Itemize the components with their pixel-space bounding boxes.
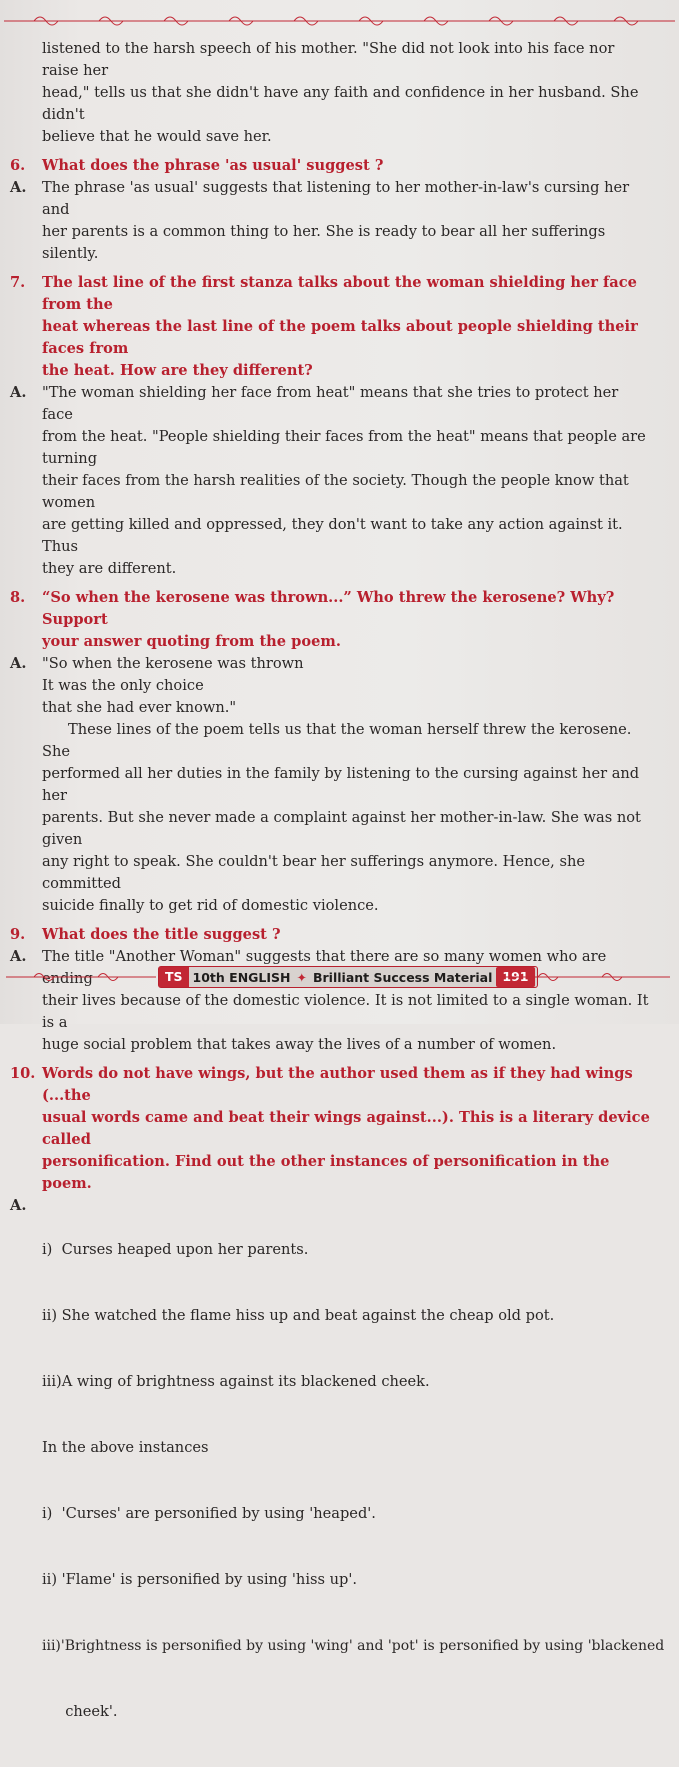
footer-right-border (498, 970, 670, 982)
question-number: 9. (10, 926, 26, 943)
text-line: head," tells us that she didn't have any faith and confidence in her husband. She didn't (42, 84, 639, 123)
question-text: What does the title suggest ? (42, 926, 281, 943)
answer-line: iii)'Brightness is personified by using 'wing' and 'pot' is personified by using 'blackened (42, 1638, 665, 1654)
answer-label: A. (10, 1197, 27, 1214)
answer-7 (10, 382, 650, 580)
answer-line: i) Curses heaped upon her parents. (42, 1241, 309, 1258)
answer-label: A. (10, 384, 27, 401)
answer-line: "The woman shielding her face from heat" means that she tries to protect her face (42, 384, 619, 423)
answer-line: from the heat. "People shielding their faces from the heat" means that people are turning (42, 428, 646, 467)
text-line: believe that he would save her. (42, 128, 272, 145)
answer-line: iii)A wing of brightness against its blackened cheek. (42, 1373, 430, 1390)
question-7 (10, 272, 650, 382)
answer-10 (10, 1195, 665, 1767)
question-line: personification. Find out the other instances of personification in the poem. (42, 1153, 610, 1192)
answer-label: A. (10, 948, 27, 965)
question-8 (10, 587, 650, 653)
question-6 (10, 155, 650, 177)
intro-paragraph (10, 38, 650, 148)
question-9 (10, 924, 650, 946)
answer-line: her parents is a common thing to her. She is ready to bear all her sufferings silently. (42, 223, 606, 262)
top-decorative-border (4, 12, 675, 26)
answer-8 (10, 653, 650, 917)
footer-left-border (6, 970, 156, 982)
question-number: 6. (10, 157, 26, 174)
book-title: Brilliant Success Material (312, 969, 493, 985)
question-text: What does the phrase 'as usual' suggest ? (42, 157, 384, 174)
answer-line: any right to speak. She couldn't bear her sufferings anymore. Hence, she committed (42, 853, 585, 892)
poem-quote-line: It was the only choice (42, 677, 204, 694)
question-10 (10, 1063, 650, 1195)
poem-quote-line: that she had ever known." (42, 699, 237, 716)
answer-line: their faces from the harsh realities of the society. Though the people know that women (42, 472, 629, 511)
page-content (10, 38, 665, 1767)
answer-line: cheek'. (42, 1703, 118, 1720)
poem-quote-line: "So when the kerosene was thrown (42, 655, 304, 672)
page-footer (0, 964, 679, 988)
answer-line: performed all her duties in the family by listening to the cursing against her and her (42, 765, 640, 804)
text-line: listened to the harsh speech of his mother. "She did not look into his face nor raise her (42, 40, 615, 79)
answer-line: are getting killed and oppressed, they don't want to take any action against it. Thus (42, 516, 623, 555)
answer-line: parents. But she never made a complaint against her mother-in-law. She was not given (42, 809, 641, 848)
question-number: 7. (10, 274, 26, 291)
answer-line: The phrase 'as usual' suggests that listening to her mother-in-law's cursing her and (42, 179, 630, 218)
answer-line: huge social problem that takes away the lives of a number of women. (42, 1036, 557, 1053)
question-line: heat whereas the last line of the poem talks about people shielding their faces from (42, 318, 638, 357)
question-line: Words do not have wings, but the author used them as if they had wings (...the (42, 1065, 633, 1104)
question-line: usual words came and beat their wings against...). This is a literary device called (42, 1109, 650, 1148)
ts-tag: TS (159, 967, 189, 987)
question-line: “So when the kerosene was thrown...” Who threw the kerosene? Why? Support (42, 589, 615, 628)
question-number: 10. (10, 1065, 36, 1082)
answer-line: their lives because of the domestic violence. It is not limited to a single woman. It is a (42, 992, 649, 1031)
course-label: 10th ENGLISH (192, 969, 291, 985)
answer-line: The title "Another Woman" suggests that there are so many women who are ending (42, 948, 607, 987)
answer-line: suicide finally to get rid of domestic violence. (42, 897, 379, 914)
answer-6 (10, 177, 650, 265)
question-number: 8. (10, 589, 26, 606)
answer-line: These lines of the poem tells us that the woman herself threw the kerosene. She (42, 721, 632, 760)
question-line: your answer quoting from the poem. (42, 633, 341, 650)
question-line: the heat. How are they different? (42, 362, 313, 379)
answer-label: A. (10, 655, 27, 672)
question-line: The last line of the first stanza talks about the woman shielding her face from the (42, 274, 637, 313)
answer-line: ii) She watched the flame hiss up and beat against the cheap old pot. (42, 1307, 555, 1324)
page-number: 191 (496, 967, 534, 987)
answer-line: they are different. (42, 560, 177, 577)
answer-line: ii) 'Flame' is personified by using 'hiss up'. (42, 1571, 357, 1588)
answer-9 (10, 946, 650, 1056)
footer-badge (158, 966, 538, 988)
answer-label: A. (10, 179, 27, 196)
answer-line: i) 'Curses' are personified by using 'heaped'. (42, 1505, 376, 1522)
answer-line: In the above instances (42, 1439, 209, 1456)
separator-icon: ✦ (296, 969, 307, 985)
